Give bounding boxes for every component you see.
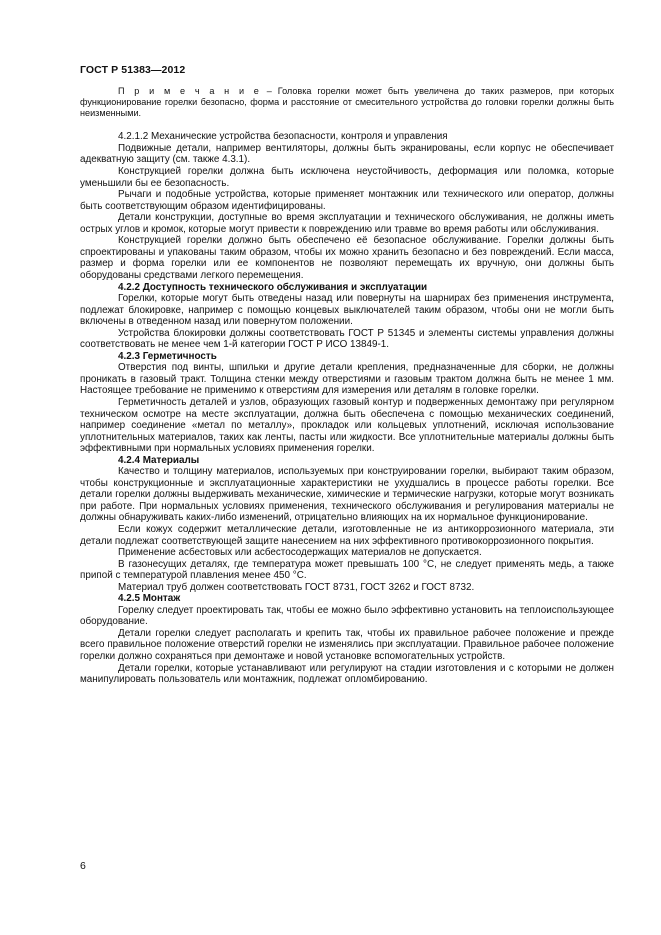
paragraph: Качество и толщину материалов, используемых при конструировании горелки, выбирают таким образом, чтобы конструкционные и эксплуатационные характеристики не ухудшались в процессе работы горелки. Все детали горелки должны выдерживать механические, химические и термические нагрузки, которые могут возникать при работе. При нормальных условиях применения, технического обслуживания и регулирования материалы не должны обнаруживать каких-либо изменений, отрицательно влияющих на их нормальное функционирование. [80,466,614,524]
section-4-2-3-heading: 4.2.3 Герметичность [118,350,217,362]
paragraph: Рычаги и подобные устройства, которые применяет монтажник или технического или оператор, должны быть соответствующим образом идентифицированы. [80,189,614,212]
paragraph: Горелку следует проектировать так, чтобы ее можно было эффективно установить на теплоиспользующее оборудование. [80,604,614,628]
paragraph: Конструкцией горелки должно быть обеспечено её безопасное обслуживание. Горелки должны быть спроектированы и упакованы таким образом, чтобы их можно хранить безопасно и без повреждений. Если масса, размер и форма горелки или ее компонентов не позволяют перемещать их вручную, они должны быть оборудованы средствами легкого перемещения. [80,235,614,281]
paragraph: В газонесущих деталях, где температура может превышать 100 °С, не следует применять медь, а также припой с температурой плавления менее 450 °С. [80,558,614,582]
document-header: ГОСТ Р 51383—2012 [80,64,186,76]
paragraph: Детали горелки следует располагать и крепить так, чтобы их правильное рабочее положение и прежде всего правильное положение отверстий горелки не изменялись при эксплуатации. Правильное рабочее положение горелки должно сохраняться при демонтаже и новой установке вспомогательных устройств. [80,627,614,662]
paragraph: Устройства блокировки должны соответствовать ГОСТ Р 51345 и элементы системы управления должны соответствовать не менее чем 1-й категории ГОСТ Р ИСО 13849-1. [80,327,614,351]
document-body [80,86,614,686]
note-label: П р и м е ч а н и е [118,86,261,96]
paragraph: Горелки, которые могут быть отведены назад или повернуты на шарнирах без применения инструмента, подлежат блокировке, например с помощью концевых выключателей таким образом, чтобы они не могли быть включены в отведенном назад или повернутом положении. [80,293,614,328]
note-paragraph [80,86,614,118]
paragraph: Материал труб должен соответствовать ГОСТ 8731, ГОСТ 3262 и ГОСТ 8732. [118,581,475,593]
section-4-2-4-heading: 4.2.4 Материалы [118,454,200,466]
section-4-2-1-2-heading: 4.2.1.2 Механические устройства безопасности, контроля и управления [118,131,448,143]
paragraph: Подвижные детали, например вентиляторы, должны быть экранированы, если корпус не обеспечивает адекватную защиту (см. также 4.3.1). [80,142,614,166]
paragraph: Детали конструкции, доступные во время эксплуатации и технического обслуживания, не должны иметь острых углов и кромок, которые могут привести к повреждению или травме во время работы или обслуживания. [80,212,614,235]
paragraph: Конструкцией горелки должна быть исключена неустойчивость, деформация или поломка, которые уменьшили бы ее безопасность. [80,166,614,189]
paragraph: Применение асбестовых или асбестосодержащих материалов не допускается. [118,547,482,559]
paragraph: Если кожух содержит металлические детали, изготовленные не из антикоррозионного материала, эти детали подлежат соответствующей защите нанесением на них эффективного противокоррозионного покрытия. [80,523,614,547]
note-text: – Головка горелки может быть увеличена до таких размеров, при которых функционирование горелки безопасно, форма и расстояние от смесительного устройства до головки горелки должны быть неизменными. [80,86,615,118]
section-4-2-5-heading: 4.2.5 Монтаж [118,593,181,605]
section-4-2-2-heading: 4.2.2 Доступность технического обслуживания и эксплуатации [118,281,428,293]
paragraph: Герметичность деталей и узлов, образующих газовый контур и подверженных демонтажу при регулярном техническом осмотре на месте эксплуатации, должна быть обеспечена с помощью механических соединений, например соединение «метал по металлу», прокладок или кольцевых уплотнений, исключая использование уплотнительных материалов, таких как ленты, пасты или жидкости. Все уплотнительные материалы должны быть эффективными при нормальных условиях применения горелки. [80,396,614,455]
paragraph: Отверстия под винты, шпильки и другие детали крепления, предназначенные для сборки, не должны проникать в газовый тракт. Толщина стенки между отверстиями и газовым трактом должна быть не менее 1 мм. Настоящее требование не применимо к отверстиям для измерения или деталям в головке горелки. [80,362,614,397]
paragraph: Детали горелки, которые устанавливают или регулируют на стадии изготовления и с которыми не должен манипулировать пользователь или монтажник, подлежат опломбированию. [80,662,614,686]
page-number: 6 [80,860,86,872]
